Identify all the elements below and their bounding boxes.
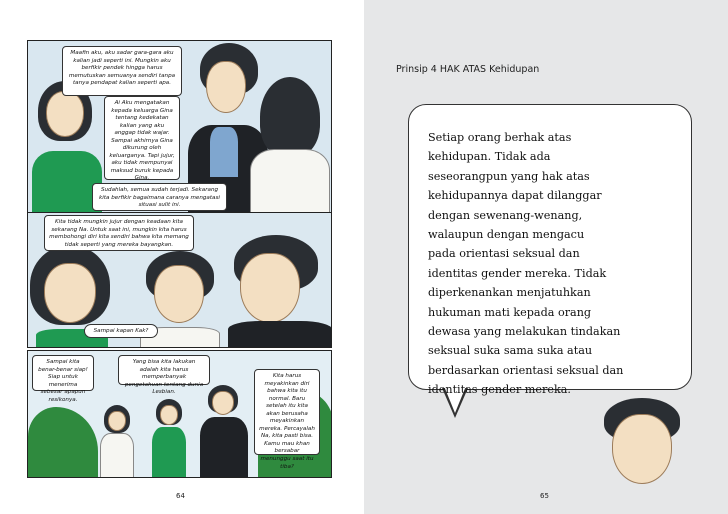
principle-text-line: kehidupan. Tidak ada (428, 150, 551, 164)
principle-text-line: diperkenankan menjatuhkan (428, 286, 591, 300)
principle-text-line: identitas gender mereka. (428, 383, 571, 397)
principle-text-line: dengan sewenang-wenang, (428, 208, 583, 222)
principle-text-line: Setiap orang berhak atas (428, 131, 572, 144)
speech-bubble: Maafin aku, aku sadar gara-gara aku kalian jadi seperti ini. Mungkin aku berfikir pendek hingga harus memutuskan semuanya sendiri tanpa tanya pendapat kalian seperti apa. (62, 46, 182, 96)
principle-text-line: seseorangpun yang hak atas (428, 169, 590, 183)
speech-bubble: Ai Aku mengatakan kepada keluarga Gina tentang kedekatan kalian yang aku anggap tidak wajar. Sampai akhirnya Gina dikurung oleh keluarganya. Tapi jujur, aku tidak mempunyai maksud buruk kepada Gina. (104, 96, 180, 180)
girl-white-shirt-figure (100, 405, 134, 478)
page-number-left: 64 (176, 492, 185, 500)
principle-text-line: berdasarkan orientasi seksual dan (428, 363, 624, 377)
speech-bubble: Kita tidak mungkin jujur dengan keadaan kita sekarang Na. Untuk saat ini, mungkin kita harus membohongi diri kita sendiri bahwa kita memang tidak seperti yang mereka bayangkan. (44, 215, 194, 251)
principle-text (428, 128, 678, 400)
principle-text-line: seksual suka sama suka atau (428, 344, 593, 358)
speech-bubble: Kita harus meyakinkan diri bahwa kita itu normal. Baru setelah itu kita akan berusaha meyakinkan mereka. Percayalah Na, kita pasti bisa. Kamu mau khan bersabar menunggu saat itu tiba? (254, 369, 320, 455)
principle-text-line: hukuman mati kepada orang (428, 305, 592, 319)
boy-dark-shirt-small-figure (200, 385, 248, 478)
boy-profile-figure (224, 235, 332, 348)
speech-bubble: Sampai kita benar-benar siap! Siap untuk menerima sebesar apapun resikonya. (32, 355, 94, 391)
speech-bubble: Sampai kapan Kak? (84, 324, 158, 338)
boy-narrator-figure (600, 398, 684, 488)
principle-text-line: pada orientasi seksual dan (428, 247, 580, 261)
page-number-right: 65 (540, 492, 549, 500)
principle-text-line: dewasa yang melakukan tindakan (428, 325, 621, 339)
principle-text-line: kehidupannya dapat dilanggar (428, 189, 602, 203)
speech-bubble: Sudahlah, semua sudah terjadi. Sekarang kita berfikir bagaimana caranya mengatasi situasi sulit ini. (92, 183, 227, 211)
girl-back-view-figure (250, 77, 330, 216)
speech-bubble: Yang bisa kita lakukan adalah kita harus memperbanyak pengetahuan tentang dunia Lesbian. (118, 355, 210, 385)
principle-heading: Prinsip 4 HAK ATAS Kehidupan (396, 64, 540, 75)
principle-text-line: walaupun dengan mengacu (428, 228, 585, 242)
principle-text-line: identitas gender mereka. Tidak (428, 266, 607, 280)
tree-foliage (28, 407, 98, 478)
girl-green-shirt-small-figure (152, 399, 186, 478)
